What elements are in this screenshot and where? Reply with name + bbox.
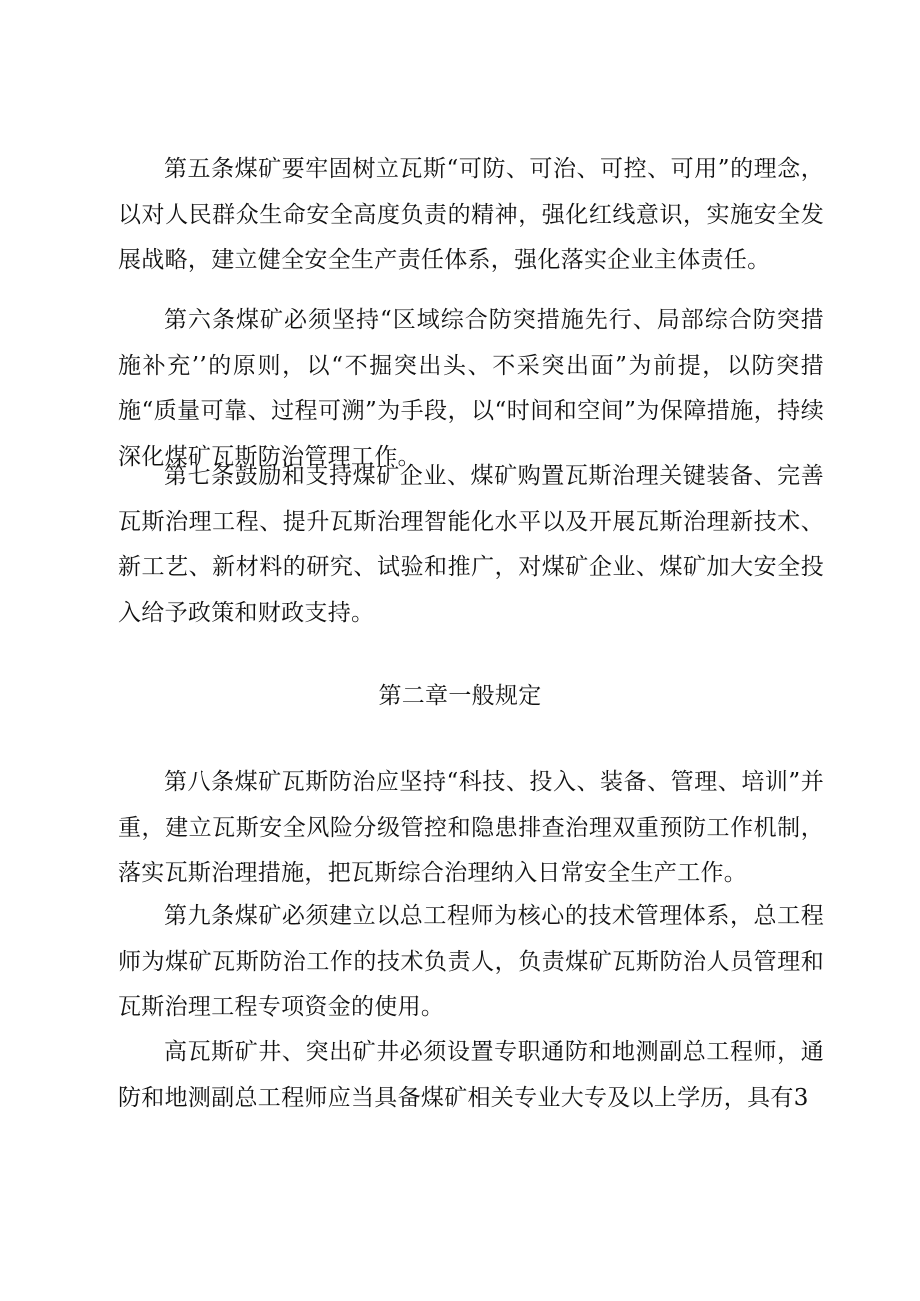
chapter-heading: 第二章一般规定 bbox=[378, 683, 542, 709]
article-8-paragraph: 第八条煤矿瓦斯防治应坚持“科技、投入、装备、管理、培训”并重，建立瓦斯安全风险分级管控和隐患排查治理双重预防工作机制，落实瓦斯治理措施，把瓦斯综合治理纳入日常安全生产工作。 bbox=[118, 769, 824, 886]
article-7-paragraph: 第七条鼓励和支持煤矿企业、煤矿购置瓦斯治理关键装备、完善瓦斯治理工程、提升瓦斯治理智能化水平以及开展瓦斯治理新技术、新工艺、新材料的研究、试验和推广，对煤矿企业、煤矿加大安全投入给予政策和财政支持。 bbox=[118, 463, 824, 626]
article-5-paragraph: 第五条煤矿要牢固树立瓦斯“可防、可治、可控、可用”的理念，以对人民群众生命安全高度负责的精神，强化红线意识，实施安全发展战略，建立健全安全生产责任体系，强化落实企业主体责任。 bbox=[118, 156, 824, 273]
deputy-engineer-paragraph: 高瓦斯矿井、突出矿井必须设置专职通防和地测副总工程师，通防和地测副总工程师应当具备煤矿相关专业大专及以上学历，具有3 bbox=[118, 1039, 824, 1111]
article-6-paragraph: 第六条煤矿必须坚持“区域综合防突措施先行、局部综合防突措施补充’’的原则，以“不掘突出头、不采突出面”为前提，以防突措施“质量可靠、过程可溯”为手段，以“时间和空间”为保障措施，持续深化煤矿瓦斯防治管理工作。 bbox=[118, 307, 824, 470]
article-9-paragraph: 第九条煤矿必须建立以总工程师为核心的技术管理体系，总工程师为煤矿瓦斯防治工作的技术负责人，负责煤矿瓦斯防治人员管理和瓦斯治理工程专项资金的使用。 bbox=[118, 903, 824, 1020]
